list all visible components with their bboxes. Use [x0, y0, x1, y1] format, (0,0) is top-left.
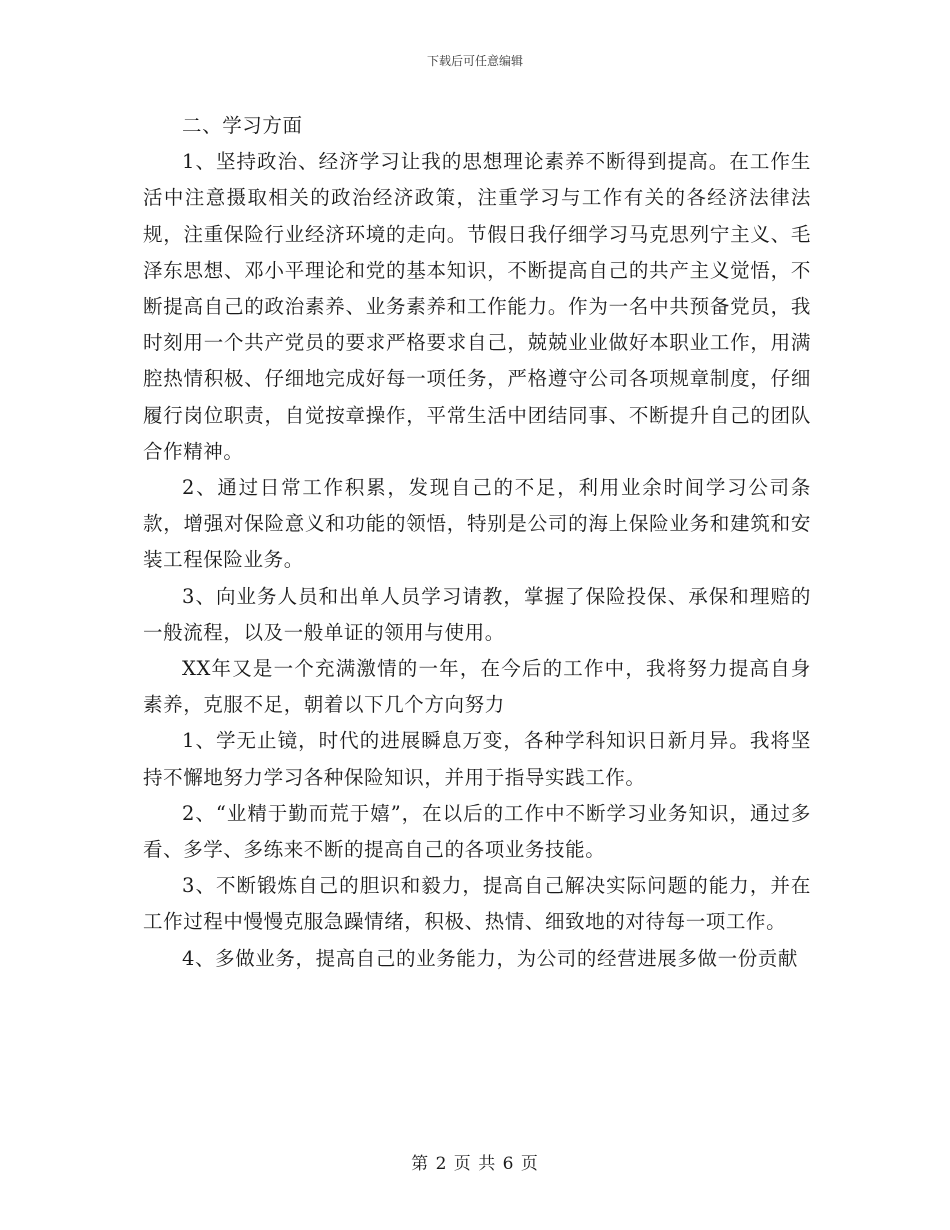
paragraph: 2、通过日常工作积累，发现自己的不足，利用业余时间学习公司条款，增强对保险意义和功能的领悟，特别是公司的海上保险业务和建筑和安装工程保险业务。 [143, 476, 811, 572]
paragraph: XX年又是一个充满激情的一年，在今后的工作中，我将努力提高自身素养，克服不足，朝着以下几个方向努力 [143, 657, 811, 717]
document-body [143, 108, 811, 977]
page-number-footer: 第 2 页 共 6 页 [411, 1154, 539, 1174]
page-header-note: 下载后可任意编辑 [426, 54, 523, 68]
section-heading: 二、学习方面 [182, 114, 303, 137]
paragraph: 2、“业精于勤而荒于嬉”，在以后的工作中不断学习业务知识，通过多看、多学、多练来不断的提高自己的各项业务技能。 [143, 801, 811, 862]
paragraph: 1、坚持政治、经济学习让我的思想理论素养不断得到提高。在工作生活中注意摄取相关的政治经济政策，注重学习与工作有关的各经济法律法规，注重保险行业经济环境的走向。节假日我仔细学习马克思列宁主义、毛泽东思想、邓小平理论和党的基本知识，不断提高自己的共产主义觉悟，不断提高自己的政治素养、业务素养和工作能力。作为一名中共预备党员，我时刻用一个共产党员的要求严格要求自己，兢兢业业做好本职业工作，用满腔热情积极、仔细地完成好每一项任务，严格遵守公司各项规章制度，仔细履行岗位职责，自觉按章操作，平常生活中团结同事、不断提升自己的团队合作精神。 [143, 150, 811, 463]
paragraph: 4、多做业务，提高自己的业务能力，为公司的经营进展多做一份贡献 [182, 946, 799, 970]
paragraph: 1、学无止镜，时代的进展瞬息万变，各种学科知识日新月异。我将坚持不懈地努力学习各种保险知识，并用于指导实践工作。 [143, 729, 811, 789]
paragraph: 3、不断锻炼自己的胆识和毅力，提高自己解决实际问题的能力，并在工作过程中慢慢克服急躁情绪，积极、热情、细致地的对待每一项工作。 [143, 874, 811, 934]
paragraph: 3、向业务人员和出单人员学习请教，掌握了保险投保、承保和理赔的一般流程，以及一般单证的领用与使用。 [143, 584, 811, 644]
